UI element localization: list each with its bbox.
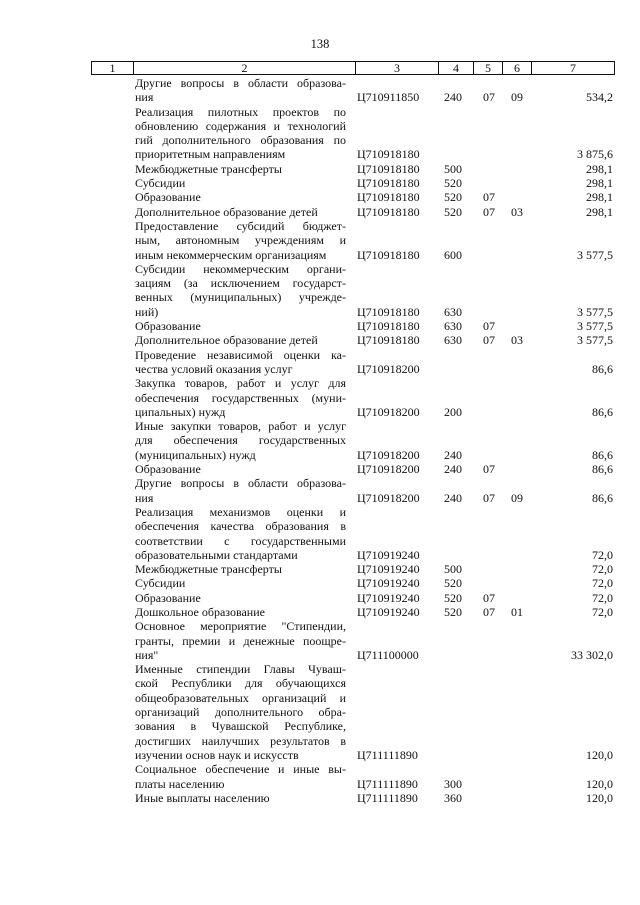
row-name-line: Именные стипендии Главы Чуваш- xyxy=(135,662,346,677)
row-code: Ц711111890 xyxy=(357,747,418,762)
page-number: 138 xyxy=(310,37,330,51)
row-amount: 298,1 xyxy=(586,161,613,176)
row-amount: 72,0 xyxy=(592,604,613,619)
row-pr: 03 xyxy=(511,204,523,219)
row-amount: 120,0 xyxy=(586,790,613,805)
row-name-line: ния xyxy=(135,90,154,105)
row-code: Ц710918200 xyxy=(357,490,420,505)
table-row xyxy=(0,348,640,377)
row-name-line: Образование xyxy=(135,590,201,605)
row-amount: 3 577,5 xyxy=(577,319,613,334)
row-name-line: Основное мероприятие "Стипендии, xyxy=(135,619,346,634)
row-pr: 09 xyxy=(511,90,523,105)
row-name-line: для обеспечения государственных xyxy=(135,433,346,448)
table-row xyxy=(0,162,640,176)
table-row xyxy=(0,419,640,462)
table-row xyxy=(0,205,640,219)
row-name xyxy=(135,262,346,319)
row-name xyxy=(135,619,346,662)
row-name-line: ния xyxy=(135,490,154,505)
header-col-6: 6 xyxy=(503,62,532,74)
row-name-line: гранты, премии и денежные поощре- xyxy=(135,633,346,648)
row-code: Ц710918180 xyxy=(357,319,420,334)
row-vr: 300 xyxy=(444,776,462,791)
row-name-line: Иные выплаты населению xyxy=(135,790,270,805)
row-vr: 360 xyxy=(444,790,462,805)
row-name-line: образовательными стандартами xyxy=(135,547,298,562)
row-name xyxy=(135,333,346,347)
row-code: Ц710918180 xyxy=(357,333,420,348)
row-name-line: Реализация пилотных проектов по xyxy=(135,104,346,119)
table-row xyxy=(0,505,640,562)
row-name xyxy=(135,76,346,105)
row-name-line: иным некоммерческим организациям xyxy=(135,247,327,262)
row-code: Ц710918180 xyxy=(357,247,420,262)
row-name-line: обеспечения качества образования в xyxy=(135,519,346,534)
table-row xyxy=(0,262,640,319)
row-rz: 07 xyxy=(483,319,495,334)
row-name-line: приоритетным направлениям xyxy=(135,147,286,162)
row-rz: 07 xyxy=(483,604,495,619)
table-row xyxy=(0,176,640,190)
row-code: Ц711111890 xyxy=(357,790,418,805)
row-vr: 240 xyxy=(444,462,462,477)
table-row xyxy=(0,791,640,805)
row-amount: 86,6 xyxy=(592,447,613,462)
row-name xyxy=(135,591,346,605)
row-name-line: Субсидии xyxy=(135,176,186,191)
table-row xyxy=(0,376,640,419)
row-name xyxy=(135,605,346,619)
row-vr: 520 xyxy=(444,176,462,191)
row-name xyxy=(135,162,346,176)
row-name-line: обновлению содержания и технологий xyxy=(135,118,346,133)
row-name xyxy=(135,662,346,762)
row-name-line: зования в Чувашской Республике, xyxy=(135,719,346,734)
row-name-line: ным, автономным учреждениям и xyxy=(135,233,346,248)
row-amount: 86,6 xyxy=(592,490,613,505)
row-name xyxy=(135,462,346,476)
row-vr: 630 xyxy=(444,319,462,334)
table-row xyxy=(0,619,640,662)
row-name-line: Образование xyxy=(135,319,201,334)
table-row xyxy=(0,576,640,590)
table-row xyxy=(0,462,640,476)
row-rz: 07 xyxy=(483,204,495,219)
row-amount: 3 577,5 xyxy=(577,247,613,262)
row-name-line: венных (муниципальных) учрежде- xyxy=(135,290,346,305)
row-name-line: чества условий оказания услуг xyxy=(135,361,293,376)
row-name-line: изучении основ наук и искусств xyxy=(135,747,299,762)
row-code: Ц710919240 xyxy=(357,604,420,619)
row-amount: 3 875,6 xyxy=(577,147,613,162)
row-name-line: организаций дополнительного обра- xyxy=(135,705,346,720)
row-name-line: Образование xyxy=(135,190,201,205)
row-name-line: Другие вопросы в области образова- xyxy=(135,476,346,491)
row-name xyxy=(135,319,346,333)
row-name xyxy=(135,376,346,419)
header-col-5: 5 xyxy=(474,62,503,74)
row-code: Ц710918200 xyxy=(357,462,420,477)
row-vr: 630 xyxy=(444,304,462,319)
row-amount: 72,0 xyxy=(592,576,613,591)
row-code: Ц711111890 xyxy=(357,776,418,791)
table-row xyxy=(0,319,640,333)
row-name xyxy=(135,505,346,562)
row-vr: 500 xyxy=(444,562,462,577)
row-amount: 72,0 xyxy=(592,590,613,605)
row-code: Ц710918180 xyxy=(357,161,420,176)
row-vr: 520 xyxy=(444,590,462,605)
table-row xyxy=(0,605,640,619)
row-vr: 630 xyxy=(444,333,462,348)
row-vr: 520 xyxy=(444,604,462,619)
row-rz: 07 xyxy=(483,490,495,505)
row-code: Ц710918200 xyxy=(357,361,420,376)
row-name-line: Реализация механизмов оценки и xyxy=(135,504,346,519)
table-row xyxy=(0,591,640,605)
row-pr: 01 xyxy=(511,604,523,619)
row-amount: 534,2 xyxy=(586,90,613,105)
row-vr: 520 xyxy=(444,204,462,219)
row-code: Ц710918180 xyxy=(357,304,420,319)
row-vr: 500 xyxy=(444,161,462,176)
row-vr: 240 xyxy=(444,490,462,505)
row-name xyxy=(135,562,346,576)
row-name-line: ний) xyxy=(135,304,159,319)
row-amount: 120,0 xyxy=(586,747,613,762)
row-amount: 298,1 xyxy=(586,176,613,191)
table-row xyxy=(0,105,640,162)
table-row xyxy=(0,76,640,105)
row-amount: 86,6 xyxy=(592,361,613,376)
row-name-line: ния" xyxy=(135,647,159,662)
row-name-line: Субсидии xyxy=(135,576,186,591)
row-name-line: ской Республики для обучающихся xyxy=(135,676,346,691)
row-code: Ц711100000 xyxy=(357,647,419,662)
table-row xyxy=(0,219,640,262)
row-name-line: соответствии с государственными xyxy=(135,533,346,548)
row-code: Ц710919240 xyxy=(357,547,420,562)
row-name-line: Закупка товаров, работ и услуг для xyxy=(135,376,346,391)
row-name-line: Межбюджетные трансферты xyxy=(135,562,282,577)
row-rz: 07 xyxy=(483,462,495,477)
row-code: Ц710918180 xyxy=(357,204,420,219)
row-vr: 520 xyxy=(444,576,462,591)
header-col-7: 7 xyxy=(570,61,576,75)
row-name-line: Субсидии некоммерческим органи- xyxy=(135,261,346,276)
row-amount: 3 577,5 xyxy=(577,304,613,319)
row-name-line: (муниципальных) нужд xyxy=(135,447,256,462)
row-amount: 33 302,0 xyxy=(571,647,613,662)
row-name xyxy=(135,791,346,805)
row-code: Ц710918200 xyxy=(357,404,420,419)
row-rz: 07 xyxy=(483,590,495,605)
table-row xyxy=(0,562,640,576)
row-pr: 03 xyxy=(511,333,523,348)
header-col-2: 2 xyxy=(134,62,356,74)
table-row xyxy=(0,190,640,204)
row-vr: 520 xyxy=(444,190,462,205)
row-name-line: обеспечения государственных (муни- xyxy=(135,390,346,405)
row-name xyxy=(135,190,346,204)
row-rz: 07 xyxy=(483,190,495,205)
row-name xyxy=(135,419,346,462)
row-amount: 72,0 xyxy=(592,547,613,562)
row-name-line: Дополнительное образование детей xyxy=(135,204,318,219)
row-code: Ц710918200 xyxy=(357,447,420,462)
row-pr: 09 xyxy=(511,490,523,505)
row-vr: 200 xyxy=(444,404,462,419)
row-amount: 298,1 xyxy=(586,204,613,219)
header-col-1: 1 xyxy=(92,62,134,74)
row-amount: 86,6 xyxy=(592,404,613,419)
row-code: Ц710919240 xyxy=(357,590,420,605)
row-name-line: зациям (за исключением государст- xyxy=(135,276,346,291)
table-header xyxy=(91,61,615,75)
header-col-3: 3 xyxy=(356,62,439,74)
row-code: Ц710918180 xyxy=(357,190,420,205)
row-rz: 07 xyxy=(483,90,495,105)
row-name-line: достигших наилучших результатов в xyxy=(135,733,346,748)
row-amount: 3 577,5 xyxy=(577,333,613,348)
row-name-line: общеобразовательных организаций и xyxy=(135,690,346,705)
row-name-line: Иные закупки товаров, работ и услуг xyxy=(135,419,346,434)
row-name xyxy=(135,762,346,791)
row-name-line: Предоставление субсидий бюджет- xyxy=(135,218,346,233)
row-amount: 72,0 xyxy=(592,562,613,577)
row-name-line: Образование xyxy=(135,462,201,477)
row-code: Ц710919240 xyxy=(357,562,420,577)
row-name-line: Дополнительное образование детей xyxy=(135,333,318,348)
row-name xyxy=(135,348,346,377)
row-amount: 120,0 xyxy=(586,776,613,791)
row-code: Ц710911850 xyxy=(357,90,420,105)
row-vr: 600 xyxy=(444,247,462,262)
row-name-line: платы населению xyxy=(135,776,225,791)
row-name xyxy=(135,205,346,219)
row-name-line: Межбюджетные трансферты xyxy=(135,161,282,176)
table-row xyxy=(0,333,640,347)
row-name xyxy=(135,219,346,262)
row-name-line: Дошкольное образование xyxy=(135,604,265,619)
row-rz: 07 xyxy=(483,333,495,348)
header-col-4: 4 xyxy=(439,62,474,74)
row-vr: 240 xyxy=(444,447,462,462)
table-row xyxy=(0,662,640,762)
row-vr: 240 xyxy=(444,90,462,105)
row-name-line: Другие вопросы в области образова- xyxy=(135,76,346,90)
row-name-line: Социальное обеспечение и иные вы- xyxy=(135,762,346,777)
row-code: Ц710919240 xyxy=(357,576,420,591)
row-name xyxy=(135,576,346,590)
row-name xyxy=(135,105,346,162)
row-name-line: ципальных) нужд xyxy=(135,404,226,419)
row-amount: 86,6 xyxy=(592,462,613,477)
row-name-line: Проведение независимой оценки ка- xyxy=(135,347,346,362)
row-amount: 298,1 xyxy=(586,190,613,205)
row-name xyxy=(135,176,346,190)
table-row xyxy=(0,762,640,791)
table-row xyxy=(0,476,640,505)
row-name xyxy=(135,476,346,505)
row-code: Ц710918180 xyxy=(357,176,420,191)
table-body xyxy=(0,76,640,805)
row-code: Ц710918180 xyxy=(357,147,420,162)
row-name-line: гий дополнительного образования по xyxy=(135,133,346,148)
